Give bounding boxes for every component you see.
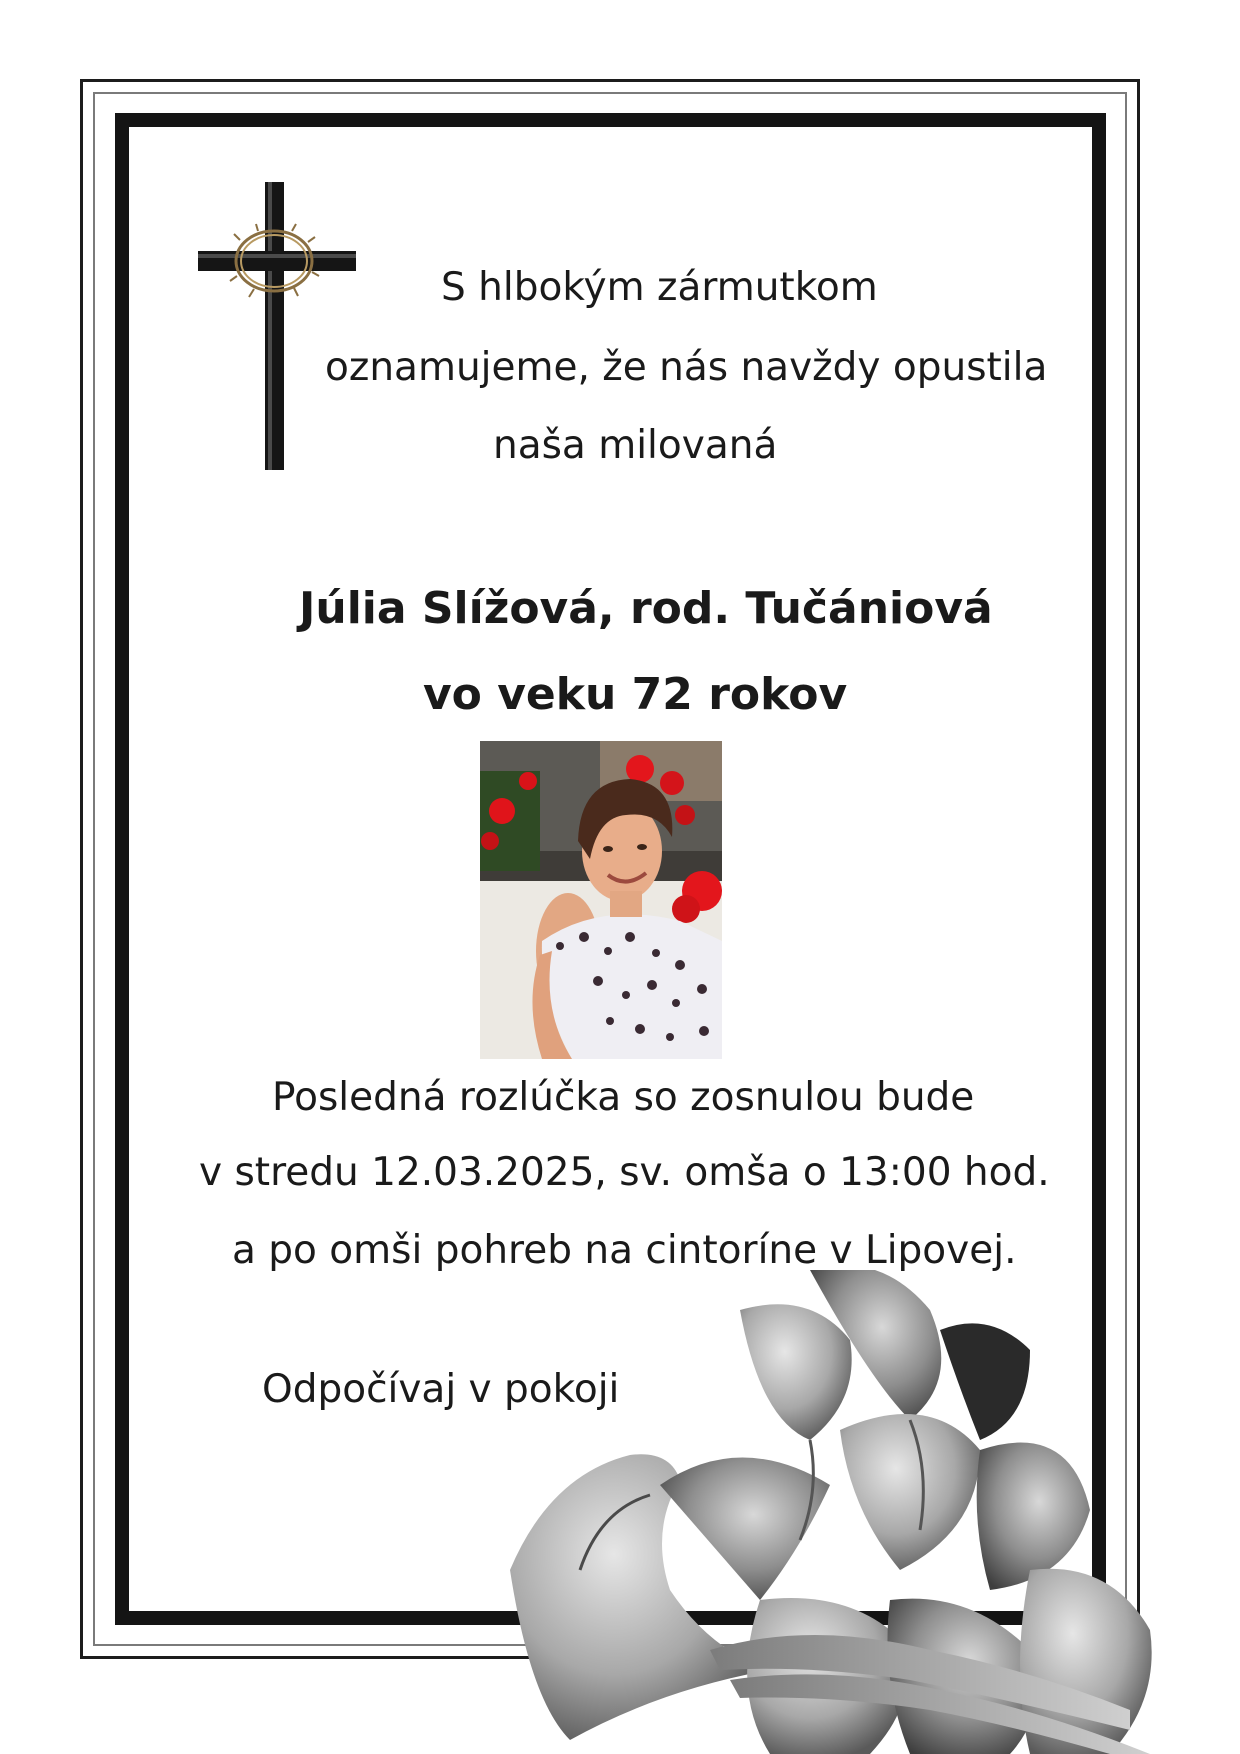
service-line-2: v stredu 12.03.2025, sv. omša o 13:00 hod. [199, 1150, 1050, 1195]
deceased-age: vo veku 72 rokov [423, 669, 848, 720]
deceased-name: Júlia Slížová, rod. Tučániová [299, 583, 993, 634]
intro-line-1: S hlbokým zármutkom [441, 265, 878, 310]
service-line-1: Posledná rozlúčka so zosnulou bude [272, 1075, 975, 1120]
intro-line-2: oznamujeme, že nás navždy opustila [325, 345, 1048, 390]
intro-line-3: naša milovaná [493, 423, 778, 468]
cross-with-crown-of-thorns-icon [196, 180, 358, 473]
service-line-3: a po omši pohreb na cintoríne v Lipovej. [232, 1228, 1017, 1273]
closing-line: Odpočívaj v pokoji [262, 1367, 620, 1412]
portrait-photo [480, 741, 722, 1059]
calla-lily-bouquet-icon [510, 1270, 1240, 1754]
